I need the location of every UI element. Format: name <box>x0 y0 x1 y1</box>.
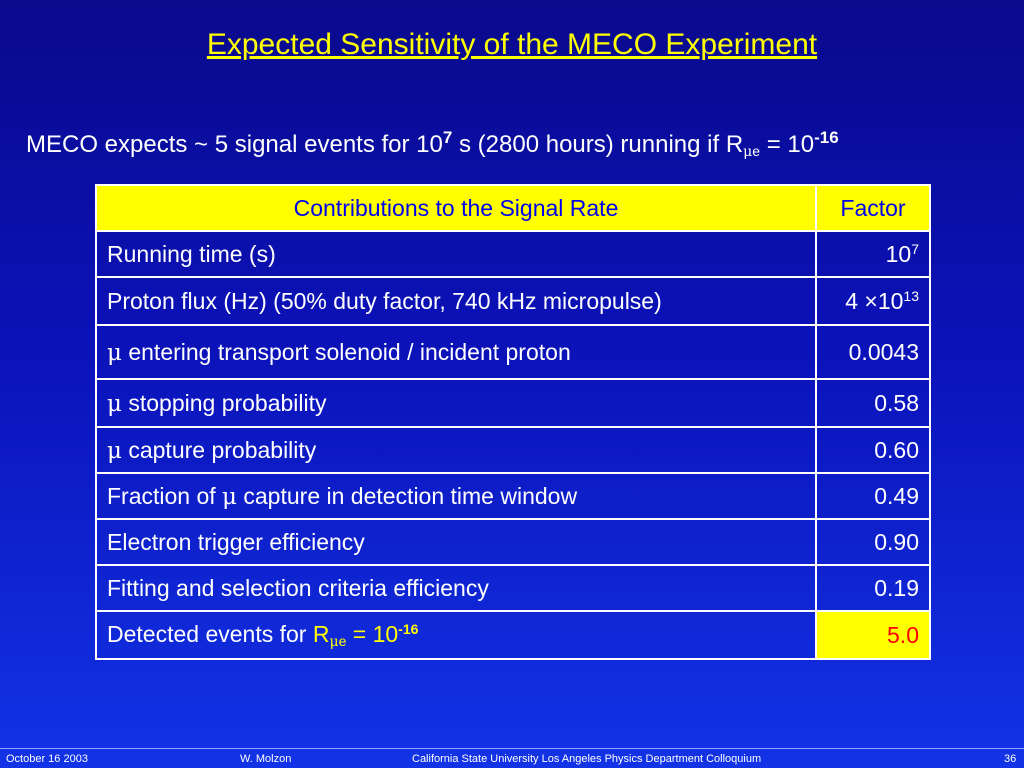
table-header-row <box>96 185 930 231</box>
table-row <box>96 277 930 325</box>
row-value <box>816 277 930 325</box>
value-base: 10 <box>885 240 912 267</box>
row-label: Running time (s) <box>96 231 816 277</box>
slide-title: Expected Sensitivity of the MECO Experiment <box>206 28 818 61</box>
row-label: Proton flux (Hz) (50% duty factor, 740 kHz micropulse) <box>96 277 816 325</box>
row-label <box>96 379 816 427</box>
mu-symbol: μ <box>222 483 237 510</box>
row-label-text: entering transport solenoid / incident proton <box>121 338 571 365</box>
row-value: 0.19 <box>816 565 930 611</box>
signal-rate-table <box>95 184 931 660</box>
subtitle-e-subscript: e <box>752 143 761 159</box>
table-row <box>96 565 930 611</box>
value-exponent: 13 <box>903 287 919 304</box>
subtitle-exponent: 7 <box>442 128 453 147</box>
row-value <box>816 231 930 277</box>
row-label: Fitting and selection criteria efficiency <box>96 565 816 611</box>
table-row <box>96 427 930 473</box>
footer-divider <box>0 748 1024 749</box>
mu-symbol: μ <box>107 437 122 464</box>
final-e-subscript: e <box>338 632 347 649</box>
footer-author: W. Molzon <box>240 753 292 765</box>
final-r-expression <box>312 620 419 650</box>
value-exponent: 7 <box>911 240 919 257</box>
final-mu-symbol: μ <box>329 633 339 650</box>
row-value: 0.0043 <box>816 325 930 379</box>
table-row <box>96 325 930 379</box>
subtitle-mu-symbol: μ <box>743 144 753 160</box>
slide-subtitle <box>26 128 839 160</box>
row-label: Electron trigger efficiency <box>96 519 816 565</box>
subtitle-exponent-2: -16 <box>814 128 839 147</box>
final-row-label <box>96 611 816 659</box>
final-r: R <box>312 620 330 647</box>
header-factor: Factor <box>816 185 930 231</box>
header-contributions: Contributions to the Signal Rate <box>96 185 816 231</box>
row-label <box>96 427 816 473</box>
table-final-row <box>96 611 930 659</box>
row-label-text: stopping probability <box>121 389 327 416</box>
final-value: 5.0 <box>816 611 930 659</box>
row-value: 0.60 <box>816 427 930 473</box>
final-exponent: -16 <box>398 620 419 637</box>
table-row <box>96 473 930 519</box>
final-equals: = 10 <box>346 620 399 647</box>
row-value: 0.90 <box>816 519 930 565</box>
table-row <box>96 231 930 277</box>
mu-symbol: μ <box>107 390 122 417</box>
final-label-text: Detected events for <box>107 620 313 647</box>
footer-date: October 16 2003 <box>6 753 88 765</box>
row-value: 0.49 <box>816 473 930 519</box>
value-base: 4 ×10 <box>845 287 904 314</box>
row-value: 0.58 <box>816 379 930 427</box>
footer-event: California State University Los Angeles Physics Department Colloquium <box>412 753 762 765</box>
table-row <box>96 379 930 427</box>
footer-page-number: 36 <box>1004 753 1017 765</box>
row-label-prefix: Fraction of <box>107 482 223 509</box>
subtitle-middle: s (2800 hours) running if R <box>452 131 744 158</box>
row-label <box>96 473 816 519</box>
row-label-text: capture in detection time window <box>237 482 578 509</box>
mu-symbol: μ <box>107 339 122 366</box>
subtitle-prefix: MECO expects ~ 5 signal events for 10 <box>26 131 443 158</box>
row-label-text: capture probability <box>121 436 317 463</box>
table-row <box>96 519 930 565</box>
subtitle-equals: = 10 <box>760 131 815 158</box>
row-label <box>96 325 816 379</box>
